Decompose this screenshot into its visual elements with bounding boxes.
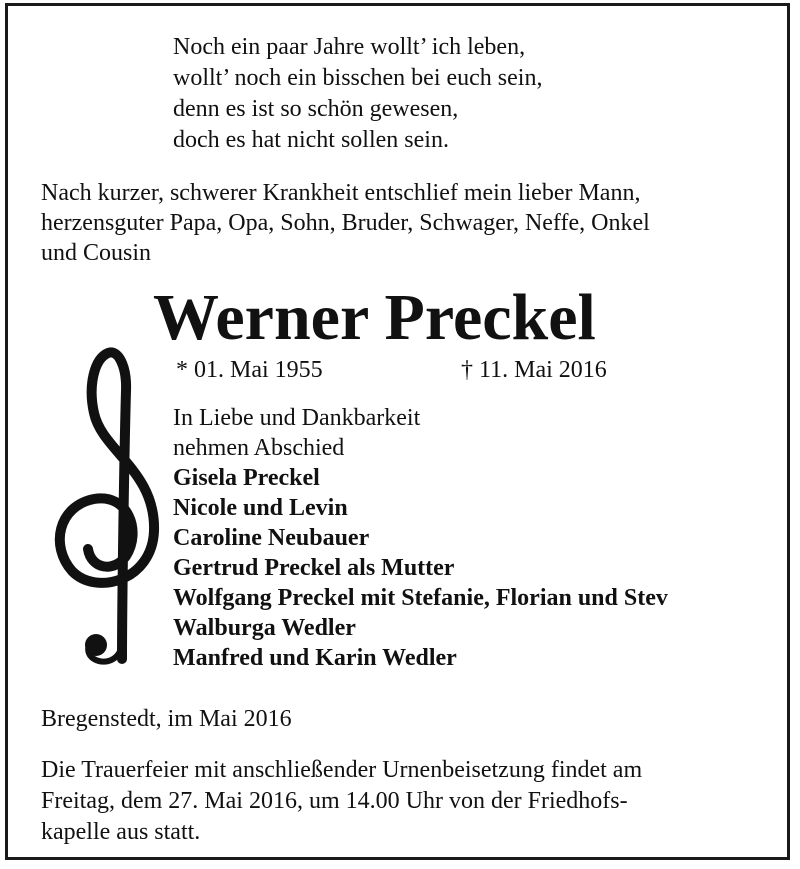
mourner-name: Nicole und Levin [173,495,348,521]
service-info [41,755,781,848]
mourner-name: Wolfgang Preckel mit Stefanie, Florian und Stev [173,585,668,611]
mourner-name: Manfred und Karin Wedler [173,645,457,671]
service-line: Freitag, dem 27. Mai 2016, um 14.00 Uhr von der Friedhofs- [41,788,628,814]
intro-line: Nach kurzer, schwerer Krankheit entschlief mein lieber Mann, [41,180,641,206]
service-line: Die Trauerfeier mit anschließender Urnenbeisetzung findet am [41,757,643,783]
poem-line: doch es hat nicht sollen sein. [173,127,449,153]
treble-clef-icon [36,341,176,671]
mourners-block [173,403,793,673]
poem-line: Noch ein paar Jahre wollt’ ich leben, [173,34,526,60]
poem-line: denn es ist so schön gewesen, [173,96,459,122]
intro-line: herzensguter Papa, Opa, Sohn, Bruder, Schwager, Neffe, Onkel [41,210,650,236]
death-date: † 11. Mai 2016 [461,357,607,383]
intro-line: und Cousin [41,240,152,266]
mourner-name: Gertrud Preckel als Mutter [173,555,455,581]
place-date: Bregenstedt, im Mai 2016 [41,706,292,732]
poem [173,32,773,156]
service-line: kapelle aus statt. [41,819,201,845]
deceased-name: Werner Preckel [153,281,596,354]
poem-line: wollt’ noch ein bisschen bei euch sein, [173,65,543,91]
birth-date: * 01. Mai 1955 [176,357,323,383]
mourner-name: Gisela Preckel [173,465,320,491]
mourner-name: Walburga Wedler [173,615,356,641]
farewell-line: nehmen Abschied [173,435,345,461]
mourners-list [173,463,793,673]
intro-text [41,178,781,268]
mourner-name: Caroline Neubauer [173,525,370,551]
farewell-line: In Liebe und Dankbarkeit [173,405,421,431]
obituary-frame [5,3,790,860]
